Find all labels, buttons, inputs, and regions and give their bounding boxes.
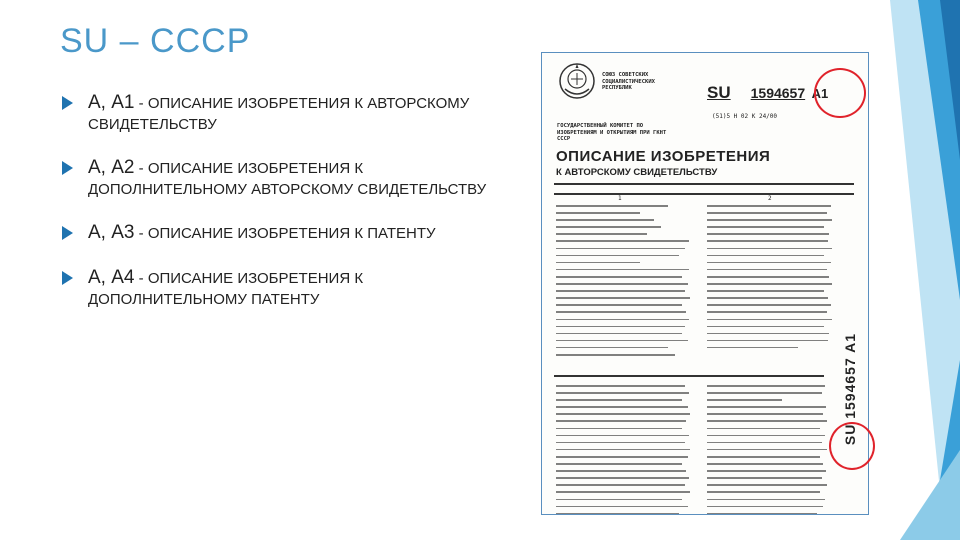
column-number: 1 — [618, 195, 622, 202]
document-heading: ОПИСАНИЕ ИЗОБРЕТЕНИЯ — [556, 148, 771, 165]
divider — [554, 193, 854, 195]
bullet-text-continued: ДОПОЛНИТЕЛЬНОМУ АВТОРСКОМУ СВИДЕТЕЛЬСТВУ — [88, 181, 487, 198]
column-number: 2 — [768, 195, 772, 202]
document-subheading: К АВТОРСКОМУ СВИДЕТЕЛЬСТВУ — [556, 167, 718, 178]
triangle-arrow-icon — [62, 271, 73, 285]
text-column-lower-left — [556, 385, 696, 515]
bullet-item — [60, 222, 520, 245]
state-emblem-icon — [557, 61, 597, 101]
highlight-circle-kind-code — [811, 68, 866, 118]
bullet-text: - ОПИСАНИЕ ИЗОБРЕТЕНИЯ К — [134, 270, 364, 287]
authority-name: СОЮЗ СОВЕТСКИХ СОЦИАЛИСТИЧЕСКИХ РЕСПУБЛИК — [602, 72, 655, 91]
patent-number: 1594657 — [750, 85, 806, 101]
triangle-arrow-icon — [62, 161, 73, 175]
bullet-code: А, А1 — [88, 92, 135, 113]
text-column-lower-right — [707, 385, 832, 515]
text-column-upper-right — [707, 205, 837, 354]
highlight-circle-side-kind-code — [829, 422, 875, 470]
bullet-text-continued: СВИДЕТЕЛЬСТВУ — [88, 116, 217, 133]
bullet-item — [60, 157, 520, 200]
bullet-text-continued: ДОПОЛНИТЕЛЬНОМУ ПАТЕНТУ — [88, 291, 320, 308]
triangle-arrow-icon — [62, 226, 73, 240]
ipc-class: (51)5 Н 02 К 24/00 — [712, 113, 778, 120]
patent-document-image — [541, 52, 869, 515]
bullet-text: - ОПИСАНИЕ ИЗОБРЕТЕНИЯ К — [134, 160, 364, 177]
bullet-item — [60, 267, 520, 310]
bullet-code: А, А3 — [88, 222, 135, 243]
country-code: SU — [707, 83, 731, 102]
text-column-upper-left — [556, 205, 696, 361]
bullet-code: А, А4 — [88, 267, 135, 288]
bullet-text: - ОПИСАНИЕ ИЗОБРЕТЕНИЯ К ПАТЕНТУ — [134, 225, 436, 242]
divider — [554, 183, 854, 185]
divider — [554, 375, 824, 377]
bullet-item — [60, 92, 520, 135]
vertical-patent-number: SU 1594657 A1 — [842, 333, 858, 446]
publication-number — [707, 83, 828, 103]
slide-title: SU – СССР — [60, 22, 251, 60]
bullet-text: - ОПИСАНИЕ ИЗОБРЕТЕНИЯ К АВТОРСКОМУ — [134, 95, 470, 112]
bullet-list — [60, 92, 520, 332]
kind-code: A1 — [811, 86, 829, 101]
triangle-arrow-icon — [62, 96, 73, 110]
committee-name: ГОСУДАРСТВЕННЫЙ КОМИТЕТ ПО ИЗОБРЕТЕНИЯМ И ОТКРЫТИЯМ ПРИ ГКНТ СССР — [557, 123, 667, 142]
bullet-code: А, А2 — [88, 157, 135, 178]
